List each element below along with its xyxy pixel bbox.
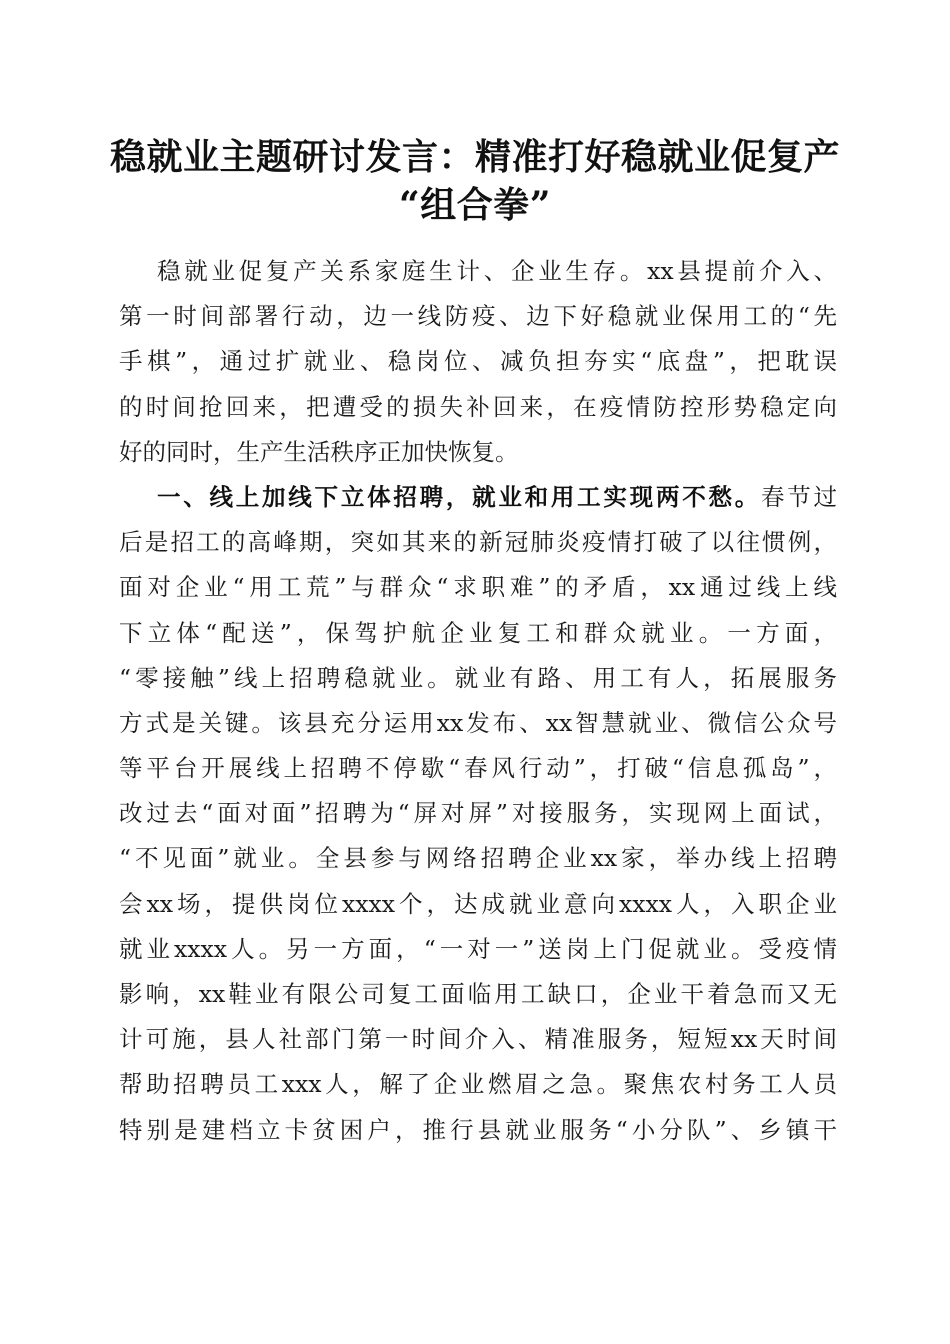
paragraph-line: 第一时间部署行动，边一线防疫、边下好稳就业保用工的“先 (119, 302, 837, 331)
paragraph-line: 后是招工的高峰期，突如其来的新冠肺炎疫情打破了以往惯例， (119, 528, 837, 557)
intro-paragraph (119, 249, 837, 475)
section-1-first-line (119, 475, 837, 520)
paragraph-line: 手棋”，通过扩就业、稳岗位、减负担夯实“底盘”，把耽误 (119, 347, 837, 376)
title-line-1: 稳就业主题研讨发言：精准打好稳就业促复产 (109, 136, 840, 178)
paragraph-line: 影响，xx鞋业有限公司复工面临用工缺口，企业干着急而又无 (119, 980, 837, 1008)
document-body (119, 249, 837, 1153)
paragraph-line: 特别是建档立卡贫困户，推行县就业服务“小分队”、乡镇干 (119, 1115, 837, 1144)
paragraph-line: “零接触”线上招聘稳就业。就业有路、用工有人，拓展服务 (119, 663, 837, 692)
paragraph-line: 帮助招聘员工xxx人，解了企业燃眉之急。聚焦农村务工人员 (119, 1070, 837, 1099)
section-1-heading: 一、线上加线下立体招聘，就业和用工实现两不愁。 (157, 482, 761, 511)
paragraph-line: 改过去“面对面”招聘为“屏对屏”对接服务，实现网上面试， (119, 799, 837, 828)
paragraph-line: 好的同时，生产生活秩序正加快恢复。 (119, 437, 519, 466)
paragraph-line: 方式是关键。该县充分运用xx发布、xx智慧就业、微信公众号 (119, 708, 837, 737)
document-title (100, 133, 850, 229)
paragraph-line: 面对企业“用工荒”与群众“求职难”的矛盾，xx通过线上线 (119, 573, 837, 602)
title-line-2: “组合拳” (399, 184, 551, 226)
paragraph-line: 计可施，县人社部门第一时间介入、精准服务，短短xx天时间 (119, 1025, 837, 1054)
paragraph-line: “不见面”就业。全县参与网络招聘企业xx家，举办线上招聘 (119, 844, 837, 873)
section-1-first-line-rest: 春节过 (760, 482, 838, 511)
paragraph-line: 就业xxxx人。另一方面，“一对一”送岗上门促就业。受疫情 (119, 934, 837, 963)
paragraph-line: 的时间抢回来，把遭受的损失补回来，在疫情防控形势稳定向 (119, 392, 837, 421)
paragraph-line: 等平台开展线上招聘不停歇“春风行动”，打破“信息孤岛”， (119, 754, 837, 783)
paragraph-line: 稳就业促复产关系家庭生计、企业生存。xx县提前介入、 (157, 257, 837, 285)
paragraph-line: 会xx场，提供岗位xxxx个，达成就业意向xxxx人，入职企业 (119, 889, 837, 918)
section-1-paragraph (119, 475, 837, 1153)
paragraph-line: 下立体“配送”，保驾护航企业复工和群众就业。一方面， (119, 618, 837, 647)
